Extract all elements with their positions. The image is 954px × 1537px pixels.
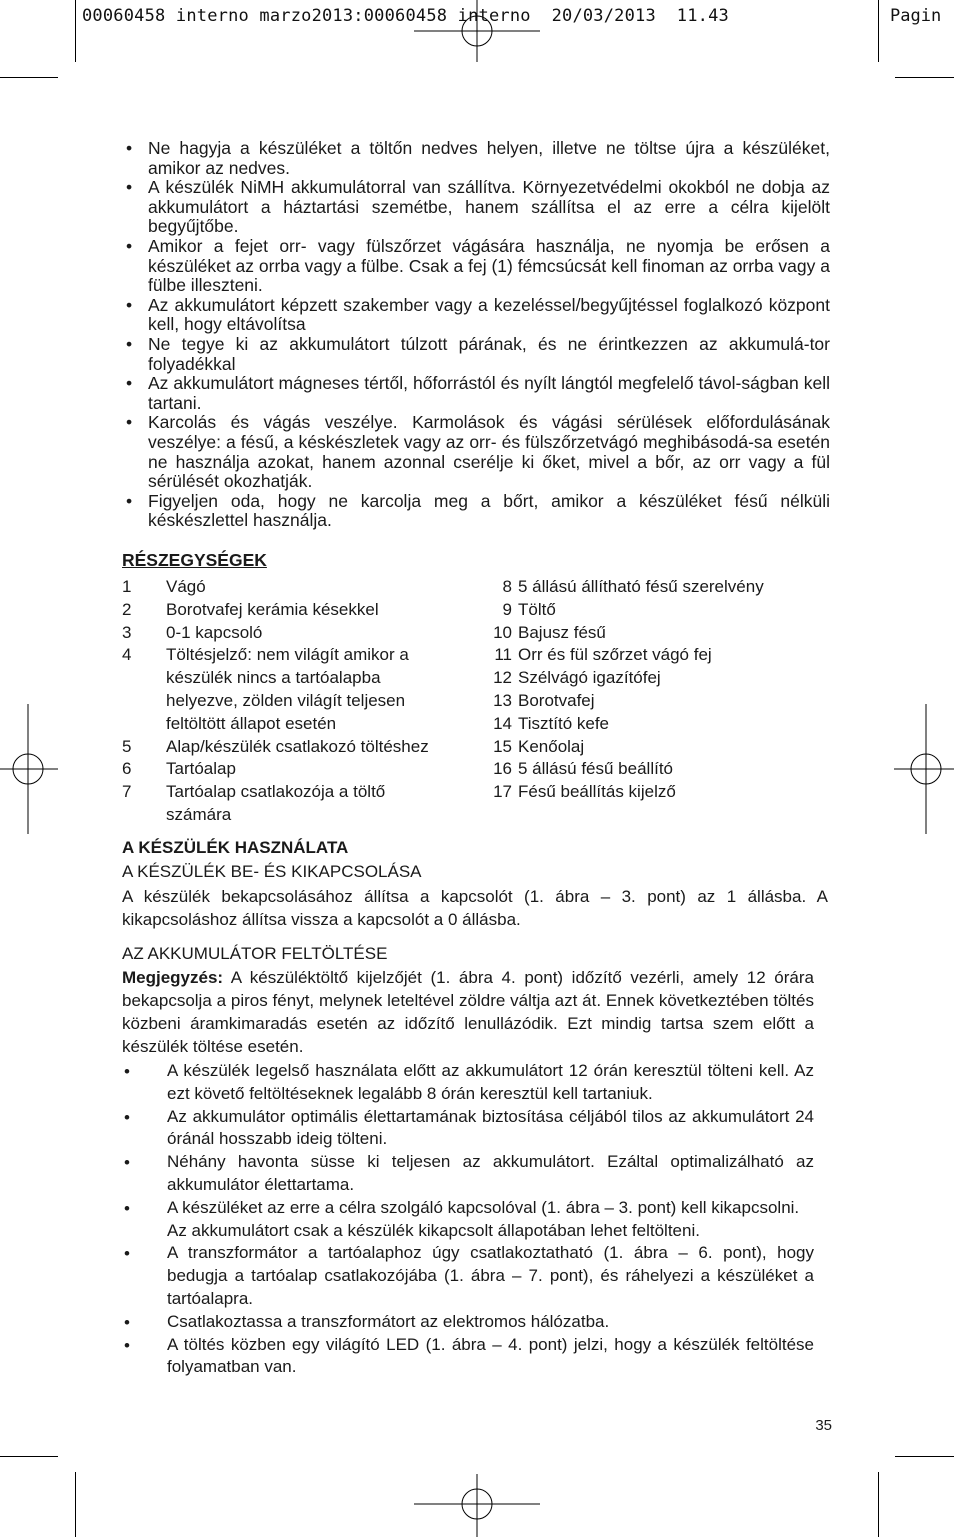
part-number: 11 (494, 645, 512, 665)
safety-bullet: • Karcolás és vágás veszélye. Karmolások és vágási sérülések előfordulásának veszélye: a fésű, a késkészletek vagy az orr- és fülszőrzetvágó meghibásodá-sa esetén ne használja azokat, hanem azonnal cserélje ki őket, mivel a bőr, az orr vagy a fül sérülését okozhatják. (122, 413, 830, 491)
parts-heading: RÉSZEGYSÉGEK (122, 550, 267, 570)
part-label: Tartóalap (166, 759, 236, 779)
part-number: 12 (493, 668, 512, 688)
onoff-subheading: A KÉSZÜLÉK BE- ÉS KIKAPCSOLÁSA (122, 862, 422, 881)
parts-list-left (122, 576, 482, 827)
part-item (478, 713, 838, 736)
part-label: Borotvafej (518, 690, 595, 710)
part-label: Vágó (166, 577, 206, 596)
safety-bullet: • Az akkumulátort képzett szakember vagy a kezeléssel/begyűjtéssel foglalkozó központ kell, hogy eltávolítsa (122, 296, 830, 335)
part-label: Töltésjelző: nem világít amikor a (166, 645, 409, 665)
charge-bullet: • A transzformátor a tartóalaphoz úgy csatlakoztatható (1. ábra – 6. pont), hogy bedugja a tartóalap csatlakozójába (1. ábra – 7. pont), és ráhelyezi a készüléket a tartóalapra. (122, 1242, 814, 1310)
part-item (478, 736, 838, 759)
registration-mark-left (0, 704, 60, 834)
part-number (122, 667, 166, 690)
part-label: Borotvafej kerámia késekkel (166, 599, 379, 619)
registration-mark-right (894, 704, 954, 834)
charge-bullet: • A töltés közben egy világító LED (1. ábra – 4. pont) jelzi, hogy a készülék feltöltése folyamatban van. (122, 1334, 814, 1380)
part-number: 3 (122, 622, 132, 642)
part-number: 1 (122, 577, 132, 596)
part-number: 7 (122, 782, 132, 802)
part-number (122, 690, 166, 713)
part-label: Szélvágó igazítófej (518, 668, 661, 688)
charge-bullet: • Csatlakoztassa a transzformátort az elektromos hálózatba. (122, 1311, 814, 1334)
part-label: számára (166, 804, 232, 824)
part-item (478, 667, 838, 690)
part-label: helyezve, zölden világít teljesen (166, 690, 406, 710)
part-number: 13 (493, 690, 512, 710)
part-label: Alap/készülék csatlakozó töltéshez (166, 736, 429, 756)
part-item (478, 644, 838, 667)
charge-bullet: • Néhány havonta süsse ki teljesen az akkumulátort. Ezáltal optimalizálható az akkumulátor élettartama. (122, 1151, 814, 1197)
part-label: Töltő (518, 599, 556, 619)
part-number: 15 (493, 736, 512, 756)
print-slug: 00060458 interno marzo2013:00060458 interno 20/03/2013 11.43 (82, 6, 729, 26)
onoff-paragraph: A készülék bekapcsolásához állítsa a kapcsolót (1. ábra – 3. pont) az 1 állásba. A kikapcsoláshoz állítsa vissza a kapcsolót a 0 állásba. (122, 887, 828, 929)
part-label: Bajusz fésű (518, 622, 606, 642)
part-item (122, 599, 482, 622)
part-number: 4 (122, 645, 132, 665)
usage-heading: A KÉSZÜLÉK HASZNÁLATA (122, 838, 349, 857)
charge-bullet: • Az akkumulátor optimális élettartamának biztosítása céljából tilos az akkumulátort 24 óránál hosszabb ideig tölteni. (122, 1106, 814, 1152)
crop-mark (878, 0, 879, 62)
part-number: 9 (502, 599, 512, 619)
charge-bullet-list (122, 1060, 814, 1379)
part-label: 0-1 kapcsoló (166, 622, 263, 642)
safety-bullet: • Amikor a fejet orr- vagy fülszőrzet vágására használja, ne nyomja be erősen a készüléket az orrba vagy a fülbe. Csak a fej (1) fémcsúcsát kell finoman az orrba vagy a fülbe illeszteni. (122, 237, 830, 296)
part-label: Kenőolaj (518, 736, 585, 756)
part-item (122, 713, 482, 736)
charge-subheading: AZ AKKUMULÁTOR FELTÖLTÉSE (122, 944, 388, 963)
note-paragraph (122, 966, 814, 1058)
parts-list-right (478, 576, 838, 804)
part-item (122, 576, 482, 599)
part-item (478, 622, 838, 645)
part-item (122, 644, 482, 667)
safety-bullet: • Ne hagyja a készüléket a töltőn nedves helyen, illetve ne töltse újra a készüléket, amikor az nedves. (122, 139, 830, 178)
part-item (122, 736, 482, 759)
part-number (122, 713, 166, 736)
part-number: 17 (493, 782, 512, 802)
crop-mark (0, 77, 58, 78)
note-label: Megjegyzés: (122, 968, 224, 987)
charge-bullet-continuation: Az akkumulátort csak a készülék kikapcsolt állapotában lehet feltölteni. (167, 1220, 700, 1240)
crop-mark (878, 1472, 879, 1537)
charge-bullet: • A készülék legelső használata előtt az akkumulátort 12 órán keresztül tölteni kell. Az ezt követő feltöltéseknek legalább 8 órán keresztül kell tartaniuk. (122, 1060, 814, 1106)
part-item (122, 622, 482, 645)
registration-mark-bottom (414, 1474, 542, 1537)
part-item (122, 667, 482, 690)
part-item (478, 690, 838, 713)
part-number (122, 804, 166, 827)
charge-bullet: • A készüléket az erre a célra szolgáló kapcsolóval (1. ábra – 3. pont) kell kikapcsolni. (122, 1197, 814, 1220)
part-label: feltöltött állapot esetén (166, 713, 337, 733)
part-number: 14 (493, 713, 512, 733)
part-label: Fésű beállítás kijelző (518, 782, 676, 802)
part-number: 10 (493, 622, 512, 642)
safety-bullet: • A készülék NiMH akkumulátorral van szállítva. Környezetvédelmi okokból ne dobja az akkumulátort a háztartási szemétbe, hanem szállítsa el az erre a célra kijelölt begyűjtőbe. (122, 178, 830, 237)
crop-mark (0, 1456, 58, 1457)
safety-bullet-list (122, 139, 830, 531)
note-text: A készüléktöltő kijelzőjét (1. ábra 4. pont) időzítő vezérli, amely 12 órára bekapcsolja a piros fényt, melynek leteltével zöldre váltja azt át. Ennek következtében töltés közbeni áramkimaradás esetén az időzítő lenullázódik. Ezt mindig tartsa szem előtt a készülék töltése esetén. (122, 968, 814, 1056)
page-number: 35 (815, 1417, 832, 1434)
safety-bullet: • Ne tegye ki az akkumulátort túlzott párának, és ne érintkezzen az akkumulá-tor folyadékkal (122, 335, 830, 374)
part-label: Orr és fül szőrzet vágó fej (518, 645, 712, 665)
part-item (478, 599, 838, 622)
part-label: készülék nincs a tartóalapba (166, 668, 381, 688)
part-item (478, 758, 838, 781)
part-number: 8 (502, 577, 512, 596)
safety-bullet: • Az akkumulátort mágneses tértől, hőforrástól és nyílt lángtól megfelelő távol-ságban kell tartani. (122, 374, 830, 413)
part-number: 6 (122, 759, 132, 779)
safety-bullet: • Figyeljen oda, hogy ne karcolja meg a bőrt, amikor a készüléket fésű nélküli késkészlettel használja. (122, 492, 830, 531)
part-number: 2 (122, 599, 132, 619)
part-item (122, 781, 482, 804)
part-label: Tisztító kefe (518, 713, 610, 733)
print-slug-right: Pagin (890, 6, 942, 26)
part-number: 16 (493, 759, 512, 779)
part-item (478, 781, 838, 804)
crop-mark (895, 77, 954, 78)
crop-mark (895, 1456, 954, 1457)
part-item (122, 804, 482, 827)
part-item (122, 758, 482, 781)
part-item (478, 576, 838, 599)
part-label: Tartóalap csatlakozója a töltő (166, 782, 386, 802)
crop-mark (75, 0, 76, 62)
crop-mark (75, 1472, 76, 1537)
part-label: 5 állású fésű beállító (518, 759, 673, 779)
part-number: 5 (122, 736, 132, 756)
safety-section (122, 139, 830, 531)
part-item (122, 690, 482, 713)
part-label: 5 állású állítható fésű szerelvény (518, 577, 764, 596)
